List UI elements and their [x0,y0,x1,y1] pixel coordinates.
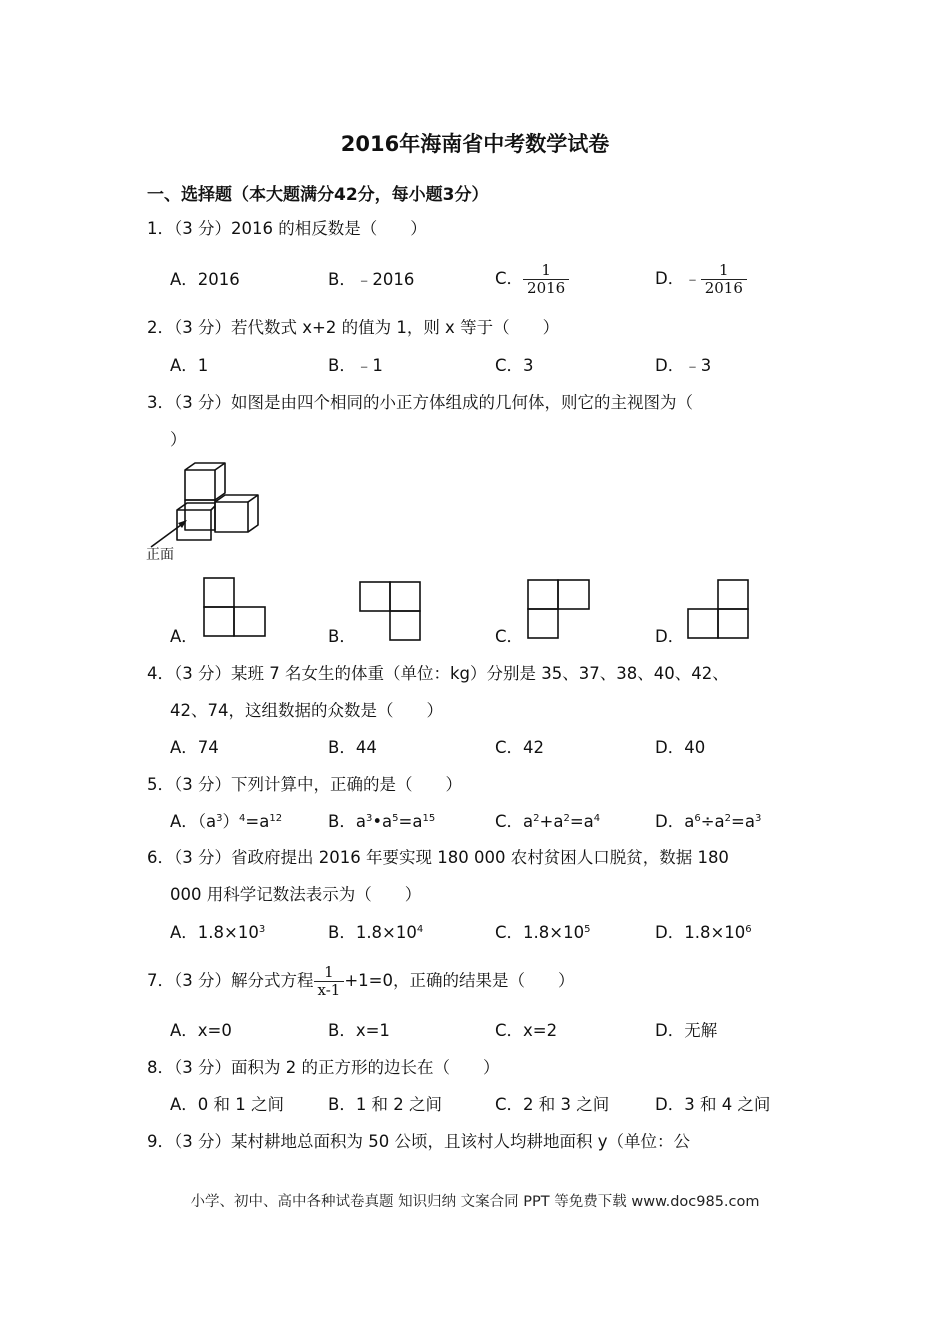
question-2 [147,316,559,340]
q8-option-a: A．0 和 1 之间 [170,1095,285,1114]
question-3 [147,391,693,415]
q5-option-c: C．$a^2+a^2=a^4$ [495,812,601,831]
q4-option-b: B．44 [328,738,377,757]
q1-option-b: B．﹣2016 [328,270,415,289]
question-8 [147,1056,499,1080]
q1-option-a: A．2016 [170,270,240,289]
question-number: 3． [147,393,174,412]
question-4-cont: 42、74，这组数据的众数是（ ） [170,701,443,720]
question-stem: （3 分）2016 的相反数是（ ） [174,219,427,238]
q6-option-d: D．$1.8\times 10^6$ [655,923,752,942]
q3-option-d-figure [687,579,751,639]
question-1 [147,217,427,241]
question-number: 6． [147,848,174,867]
q5-option-d: D．$a^6\div a^2=a^3$ [655,812,762,831]
question-6-cont: 000 用科学记数法表示为（ ） [170,885,422,904]
q3-option-b-figure [359,581,423,641]
q2-option-a: A．1 [170,356,209,375]
question-number: 5． [147,775,174,794]
question-number: 2． [147,318,174,337]
question-stem: （3 分）解分式方程 [174,971,314,990]
q3-option-c: C． [495,627,524,646]
fraction: $\frac{1}{x-1}$ [314,964,345,999]
q2-option-c: C．3 [495,356,534,375]
q7-option-b: B．x=1 [328,1021,390,1040]
q4-option-c: C．42 [495,738,545,757]
q6-option-c: C．$1.8\times 10^5$ [495,923,591,942]
q6-option-a: A．$1.8\times 10^3$ [170,923,266,942]
question-number: 8． [147,1058,174,1077]
q2-option-b: B．﹣1 [328,356,383,375]
q5-option-b: B．$a^3•a^5=a^{15}$ [328,812,436,831]
q7-option-a: A．x=0 [170,1021,232,1040]
q8-option-b: B．1 和 2 之间 [328,1095,443,1114]
q5-option-a: A．$(a^3)^4=a^{12}$ [170,812,283,831]
question-stem: （3 分）如图是由四个相同的小正方体组成的几何体，则它的主视图为（ [174,393,693,412]
fraction: $\frac{1}{2016}$ [523,262,569,297]
question-stem: （3 分）面积为 2 的正方形的边长在（ ） [174,1058,500,1077]
question-stem: （3 分）若代数式 x+2 的值为 1，则 x 等于（ ） [174,318,560,337]
question-4 [147,662,729,686]
page-title: 2016年海南省中考数学试卷 [340,132,610,156]
question-stem: （3 分）下列计算中，正确的是（ ） [174,775,462,794]
question-5 [147,773,462,797]
question-stem: （3 分）某村耕地总面积为 50 公顷，且该村人均耕地面积 y（单位：公 [174,1132,690,1151]
q3-option-b: B． [328,627,356,646]
q4-option-d: D．40 [655,738,706,757]
q1-option-c: C． $\frac{1}{2016}$ [495,262,569,297]
question-9 [147,1130,690,1154]
q8-option-c: C．2 和 3 之间 [495,1095,610,1114]
question-number: 9． [147,1132,174,1151]
question-number: 4． [147,664,174,683]
q3-option-d: D． [655,627,685,646]
question-7: 7．（3 分）解分式方程 $\frac{1}{x-1}$ +1=0，正确的结果是（ ） [147,963,575,999]
q3-option-c-figure [527,579,591,639]
question-stem: （3 分）某班 7 名女生的体重（单位：kg）分别是 35、37、38、40、42、 [174,664,729,683]
question-3-cont: ） [170,430,187,449]
q7-option-d: D．无解 [655,1021,718,1040]
fraction: $\frac{1}{2016}$ [701,262,747,297]
q3-option-a-figure [203,577,267,637]
question-number: 1． [147,219,174,238]
question-6 [147,846,729,870]
q3-option-a: A． [170,627,198,646]
question-number: 7． [147,971,174,990]
figure-label: 正面 [146,547,174,563]
q7-option-c: C．x=2 [495,1021,558,1040]
q4-option-a: A．74 [170,738,219,757]
q8-option-d: D．3 和 4 之间 [655,1095,771,1114]
section-heading: 一、选择题（本大题满分42分，每小题3分） [147,185,489,205]
q6-option-b: B．$1.8\times 10^4$ [328,923,424,942]
q2-option-d: D．﹣3 [655,356,712,375]
page-footer: 小学、初中、高中各种试卷真题 知识归纳 文案合同 PPT 等免费下载 www.doc985.com [190,1194,760,1210]
question-stem: （3 分）省政府提出 2016 年要实现 180 000 农村贫困人口脱贫，数据 180 [174,848,729,867]
q1-option-d: D．﹣ $\frac{1}{2016}$ [655,262,747,297]
